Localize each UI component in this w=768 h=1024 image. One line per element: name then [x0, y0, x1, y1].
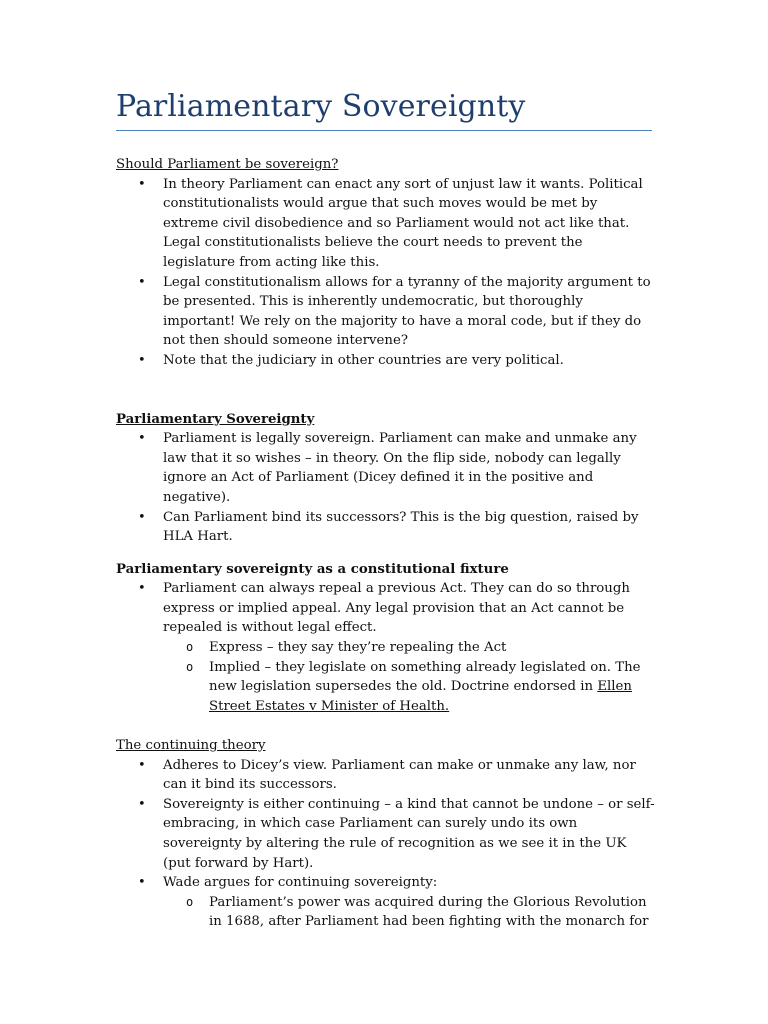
list-item	[116, 873, 656, 932]
section-heading: Should Parliament be sovereign?	[116, 157, 339, 172]
list-item-text: Wade argues for continuing sovereignty:	[163, 875, 438, 891]
case-citation: Ellen Street Estates v Minister of Health.	[209, 679, 632, 714]
list-item-text: Note that the judiciary in other countries are very political.	[163, 352, 564, 368]
list-item	[116, 273, 656, 351]
document-title: Parliamentary Sovereignty	[116, 89, 526, 124]
bullet-list	[116, 429, 656, 547]
list-item-text: Adheres to Dicey’s view. Parliament can make or unmake any law, nor can it bind its successors.	[163, 757, 636, 793]
list-item	[116, 795, 656, 873]
bullet-icon: •	[138, 875, 146, 891]
sub-list-item	[163, 638, 656, 658]
bullet-icon: •	[138, 352, 146, 368]
list-item-text: Sovereignty is either continuing – a kind that cannot be undone – or self-embracing, in which case Parliament can surely undo its own sovereignty by altering the rule of recognition as we see it in the UK (put forward by Hart).	[163, 796, 655, 871]
list-item	[116, 351, 656, 371]
bullet-list	[116, 756, 656, 932]
bullet-icon: •	[138, 431, 146, 447]
list-item-text: In theory Parliament can enact any sort of unjust law it wants. Political constitutionalists would argue that such moves would be met by extreme civil disobedience and so Parliament would not act like that. Legal constitutionalists believe the court needs to prevent the legislature from acting like this.	[163, 176, 643, 270]
bullet-icon: •	[138, 274, 146, 290]
list-item	[116, 756, 656, 795]
list-item-text: Parliament is legally sovereign. Parliament can make and unmake any law that it so wishes – in theory. On the flip side, nobody can legally ignore an Act of Parliament (Dicey defined it in the positive and negative).	[163, 431, 637, 505]
bullet-list	[116, 175, 656, 371]
section-constitutional-fixture	[116, 560, 656, 717]
list-item-text: Legal constitutionalism allows for a tyranny of the majority argument to be presented. This is inherently undemocratic, but thoroughly important! We rely on the majority to have a moral code, but if they do not then should someone intervene?	[163, 274, 651, 349]
bullet-icon: •	[138, 509, 146, 525]
sub-bullet-list	[163, 893, 656, 932]
list-item	[116, 579, 656, 716]
sub-bullet-icon: o	[186, 640, 194, 655]
list-item-text: Can Parliament bind its successors? This is the big question, raised by HLA Hart.	[163, 509, 639, 545]
sub-list-item	[163, 893, 656, 932]
list-item	[116, 175, 656, 273]
bullet-list	[116, 579, 656, 716]
title-underline-rule	[116, 130, 652, 131]
bullet-icon: •	[138, 176, 146, 192]
section-should-parliament-be-sovereign	[116, 155, 656, 371]
list-item	[116, 429, 656, 507]
section-heading: Parliamentary sovereignty as a constitutional fixture	[116, 561, 509, 577]
sub-list-item	[163, 658, 656, 717]
bullet-icon: •	[138, 757, 146, 773]
sub-bullet-list	[163, 638, 656, 716]
section-heading: The continuing theory	[116, 738, 266, 754]
document-body	[116, 155, 656, 932]
sub-list-item-text: Express – they say they’re repealing the Act	[209, 640, 507, 656]
list-item	[116, 508, 656, 547]
sub-bullet-icon: o	[186, 659, 194, 674]
bullet-icon: •	[138, 796, 146, 812]
sub-list-item-text: Implied – they legislate on something already legislated on. The new legislation supersedes the old. Doctrine endorsed in	[209, 659, 641, 695]
bullet-icon: •	[138, 581, 146, 597]
list-item-text: Parliament can always repeal a previous Act. They can do so through express or implied appeal. Any legal provision that an Act cannot be repealed is without legal effect.	[163, 581, 630, 636]
sub-list-item-text: Parliament’s power was acquired during the Glorious Revolution in 1688, after Parliament had been fighting with the monarch for	[209, 894, 649, 930]
section-continuing-theory	[116, 736, 656, 932]
section-heading: Parliamentary Sovereignty	[116, 411, 315, 427]
section-parliamentary-sovereignty	[116, 410, 656, 547]
sub-bullet-icon: o	[186, 894, 194, 909]
